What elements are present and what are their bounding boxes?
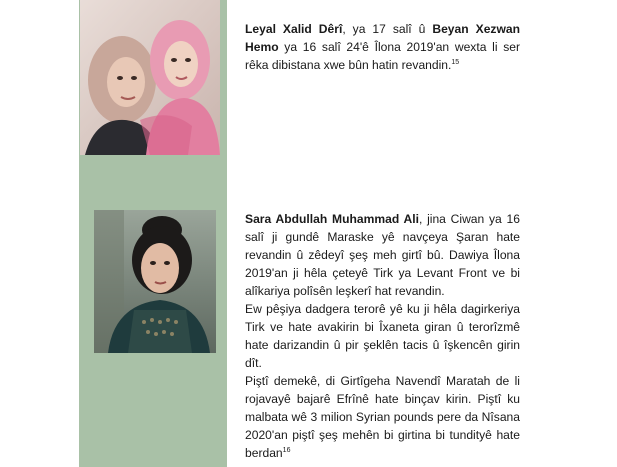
entry-2-text-1: , jina Ciwan ya 16 salî ji gundê Maraske yê navçeya Şaran hate revandin û zêdeyî şeş meh girtî bû. Dawiya Îlona 2019'an ji hêla çeteyê Tirk ya Levant Front ve bi alîkariya polîsên leşkerî hat revandin. [245,212,520,298]
photo-woman-image [94,210,216,353]
entry-2-paragraph-2: Ew pêşiya dadgera terorê yê ku ji hêla dagirkeriya Tirk ve hate avakirin bi Îxaneta giran û terorîzmê hate darizandin û pir şeklên tacis û îşkencên girin dît. [245,302,520,370]
footnote-15[interactable]: 15 [451,59,460,66]
entry-1-text-1: , ya 17 salî û [342,22,433,36]
photo-two-girls [80,0,220,155]
entry-2-paragraph-1 [245,210,520,300]
entry-2-text [245,210,520,462]
entry-2-paragraph-3 [245,372,520,462]
photo-woman [94,210,216,353]
photo-two-girls-image [80,0,220,155]
entry-1-name-2: Beyan Xezwan Hemo [245,22,520,54]
entry-2-text-3: Piştî demekê, di Girtîgeha Navendî Maratah de li rojavayê bajarê Efrînê hate binçav kirin. Piştî ku malbata wê 3 milion Syrian pounds pere da Nîsana 2020'an piştî şeş mehên bi girtina bi tundityê hate berdan [245,374,520,460]
entry-1-text [245,20,520,74]
footnote-16[interactable]: 16 [282,447,291,454]
entry-1-text-2: ya 16 salî 24'ê Îlona 2019'an wexta li ser rêka dibistana xwe bûn hatin revandin. [245,40,520,72]
entry-1-name-1: Leyal Xalid Dêrî [245,22,343,36]
entry-2-name: Sara Abdullah Muhammad Ali [245,212,419,226]
